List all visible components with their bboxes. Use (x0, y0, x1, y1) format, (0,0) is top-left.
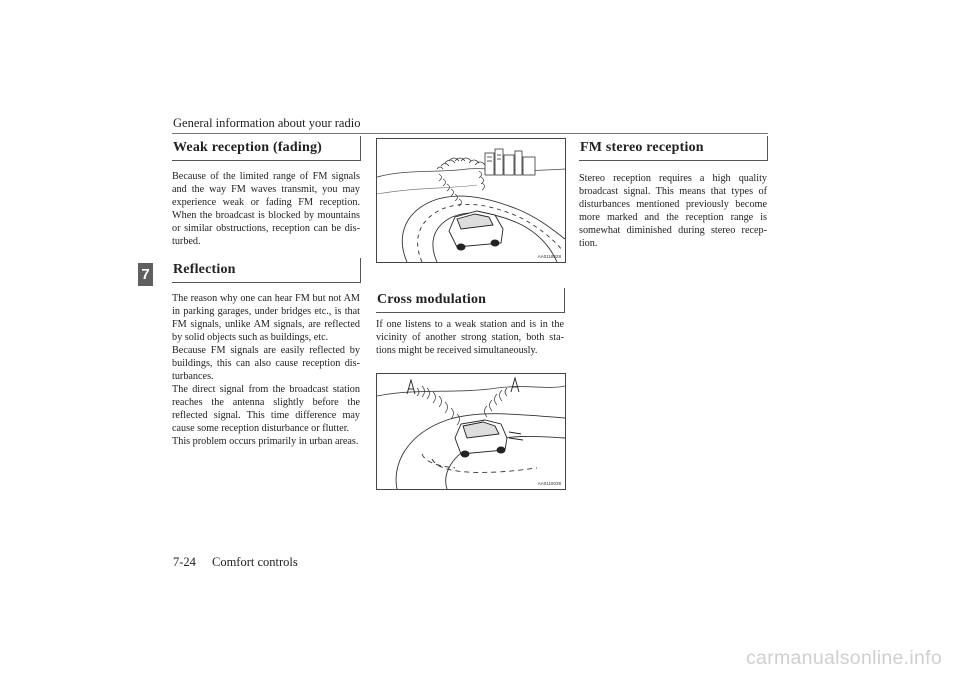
section-heading-text: Cross modulation (377, 292, 487, 307)
page-header-title: General information about your radio (173, 116, 361, 130)
header-rule (172, 133, 768, 134)
paragraph: Because FM signals are easily reflected by buildings, this can also cause reception dis-turbances. (172, 345, 360, 382)
city-buildings-icon (485, 149, 535, 175)
radio-wave-icon (417, 386, 507, 425)
car-icon (449, 211, 503, 250)
paragraph: Stereo reception requires a high quality broadcast signal. This means that types of disturbances mentioned previously become more marked and the reception range is somewhat diminished during stereo recep-tion. (579, 173, 767, 249)
car-icon (455, 420, 523, 457)
figure-fading-illustration (376, 138, 566, 263)
figure-code: AA0116028 (537, 254, 561, 259)
reflection-body (172, 292, 360, 448)
figure-cross-modulation-illustration (376, 373, 566, 490)
paragraph: This problem occurs primarily in urban areas. (172, 436, 359, 447)
chapter-tab[interactable]: 7 (138, 263, 153, 286)
cross-modulation-body (376, 318, 564, 357)
cross-modulation-illustration (377, 374, 565, 489)
section-heading-text: FM stereo reception (580, 140, 704, 155)
section-heading-reflection (172, 258, 361, 283)
footer-chapter: Comfort controls (212, 555, 298, 569)
section-heading-fm-stereo (579, 136, 768, 161)
weak-reception-body (172, 170, 360, 248)
section-heading-cross-modulation (376, 288, 565, 313)
radio-wave-icon (437, 158, 485, 206)
section-heading-text: Reflection (173, 262, 236, 277)
fm-stereo-body (579, 172, 767, 250)
paragraph: The direct signal from the broadcast station reaches the antenna slightly before the reflected signal. This time difference may cause some reception disturbance or flutter. (172, 384, 360, 434)
paragraph: Because of the limited range of FM signals and the way FM waves transmit, you may experience weak or fading FM reception. When the broadcast is blocked by mountains or similar obstructions, reception can be dis-turbed. (172, 171, 360, 247)
section-heading-weak-reception (172, 136, 361, 161)
figure-code: AA0116039 (537, 481, 561, 486)
section-heading-text: Weak reception (fading) (173, 140, 323, 155)
paragraph: The reason why one can hear FM but not AM in parking garages, under bridges etc., is that FM signals, unlike AM signals, are reflected by solid objects such as buildings, etc. (172, 293, 360, 343)
paragraph: If one listens to a weak station and is in the vicinity of another strong station, both sta-tions might be received simultaneously. (376, 319, 564, 356)
page-number: 7-24 (173, 555, 196, 569)
fading-illustration (377, 139, 565, 262)
watermark: carmanualsonline.info (746, 647, 942, 669)
